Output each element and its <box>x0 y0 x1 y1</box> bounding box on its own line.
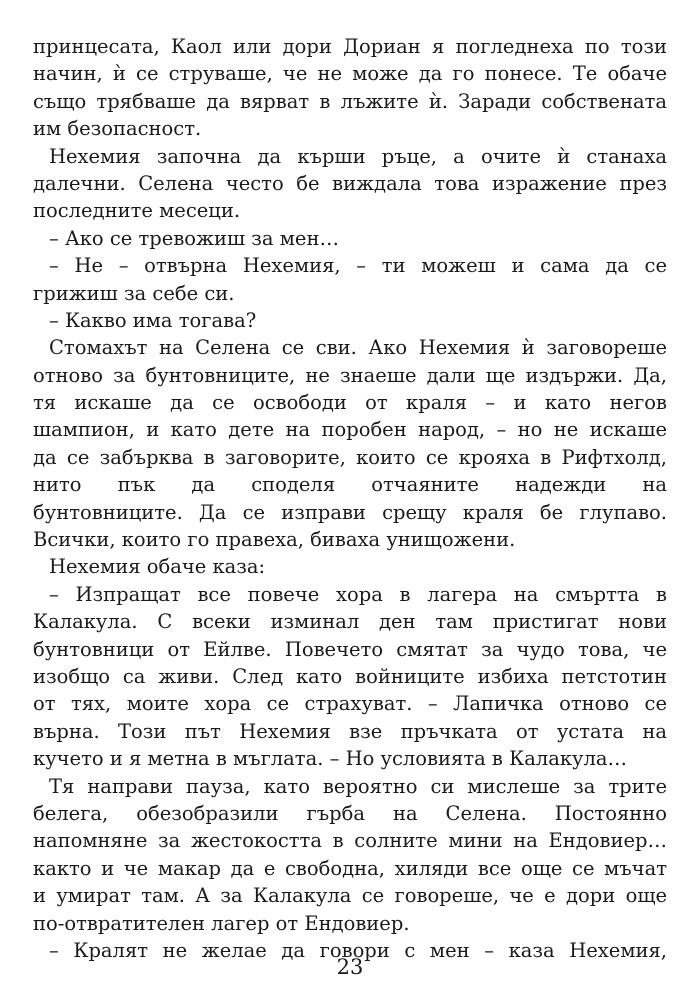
text-line: както и че макар да е свободна, хиляди все още се мъчат <box>33 856 667 880</box>
text-line: далечни. Селена често бе виждала това изражение през <box>33 171 667 195</box>
text-line: Нехемия започна да кърши ръце, а очите ѝ станаха <box>49 144 667 168</box>
text-line: Всички, които го правеха, биваха унищожени. <box>33 528 516 552</box>
paragraph <box>33 225 667 252</box>
book-page-body <box>33 33 667 964</box>
text-line: – Какво има тогава? <box>49 308 257 332</box>
text-line: по-отвратителен лагер от Ендовиер. <box>33 911 410 935</box>
text-line: Стомахът на Селена се сви. Ако Нехемия ѝ заговореше <box>49 336 667 360</box>
text-line: да се забърква в заговорите, които се крояха в Рифтхолд, <box>33 445 667 469</box>
page-number: 23 <box>336 955 364 979</box>
text-line: бунтовниците. Да се изправи срещу краля бе глупаво. <box>33 500 667 524</box>
paragraph <box>33 773 667 937</box>
text-line: Нехемия обаче каза: <box>49 555 266 579</box>
text-line: кучето и я метна в мъглата. – Но условията в Калакула… <box>33 747 628 771</box>
text-line: от тях, моите хора се страхуват. – Лапичка отново се <box>33 692 667 716</box>
text-line: последните месеци. <box>33 199 241 223</box>
text-line: и умират там. А за Калакула се говореше, че е дори още <box>33 884 667 908</box>
text-line: – Не – отвърна Нехемия, – ти можеш и сама да се <box>49 254 667 278</box>
text-line: белега, обезобразили гърба на Селена. Постоянно <box>33 801 667 825</box>
text-line: Калакула. С всеки изминал ден там пристигат нови <box>33 610 667 634</box>
paragraph <box>33 33 667 143</box>
paragraph <box>33 252 667 307</box>
text-line: отново за бунтовниците, не знаеше дали ще издържи. Да, <box>33 363 667 387</box>
text-line: също трябваше да вярват в лъжите ѝ. Заради собствената <box>33 89 667 113</box>
text-line: шампион, и като дете на поробен народ, – но не искаше <box>33 418 667 442</box>
text-line: бунтовници от Ейлве. Повечето смятат за чудо това, че <box>33 637 667 661</box>
text-line: начин, ѝ се струваше, че не може да го понесе. Те обаче <box>33 62 667 86</box>
text-line: нито пък да споделя отчаяните надежди на <box>33 473 667 497</box>
paragraph <box>33 553 667 580</box>
paragraph <box>33 581 667 773</box>
text-line: грижиш за себе си. <box>33 281 235 305</box>
text-line: им безопасност. <box>33 117 202 141</box>
paragraph <box>33 307 667 334</box>
text-line: – Ако се тревожиш за мен… <box>49 226 339 250</box>
text-line: Тя направи пауза, като вероятно си мислеше за трите <box>49 774 667 798</box>
text-line: – Кралят не желае да говори с мен – каза Нехемия, <box>49 938 667 962</box>
paragraph <box>33 143 667 225</box>
text-line: – Изпращат все повече хора в лагера на смъртта в <box>49 582 667 606</box>
text-line: напомняне за жестокостта в солните мини на Ендовиер… <box>33 829 667 853</box>
text-line: тя искаше да се освободи от краля – и като негов <box>33 391 667 415</box>
text-line: изобщо са живи. След като войниците избиха петстотин <box>33 664 667 688</box>
text-line: върна. Този път Нехемия взе пръчката от устата на <box>33 719 667 743</box>
paragraph <box>33 334 667 553</box>
text-line: принцесата, Каол или дори Дориан я погледнеха по този <box>33 35 667 58</box>
